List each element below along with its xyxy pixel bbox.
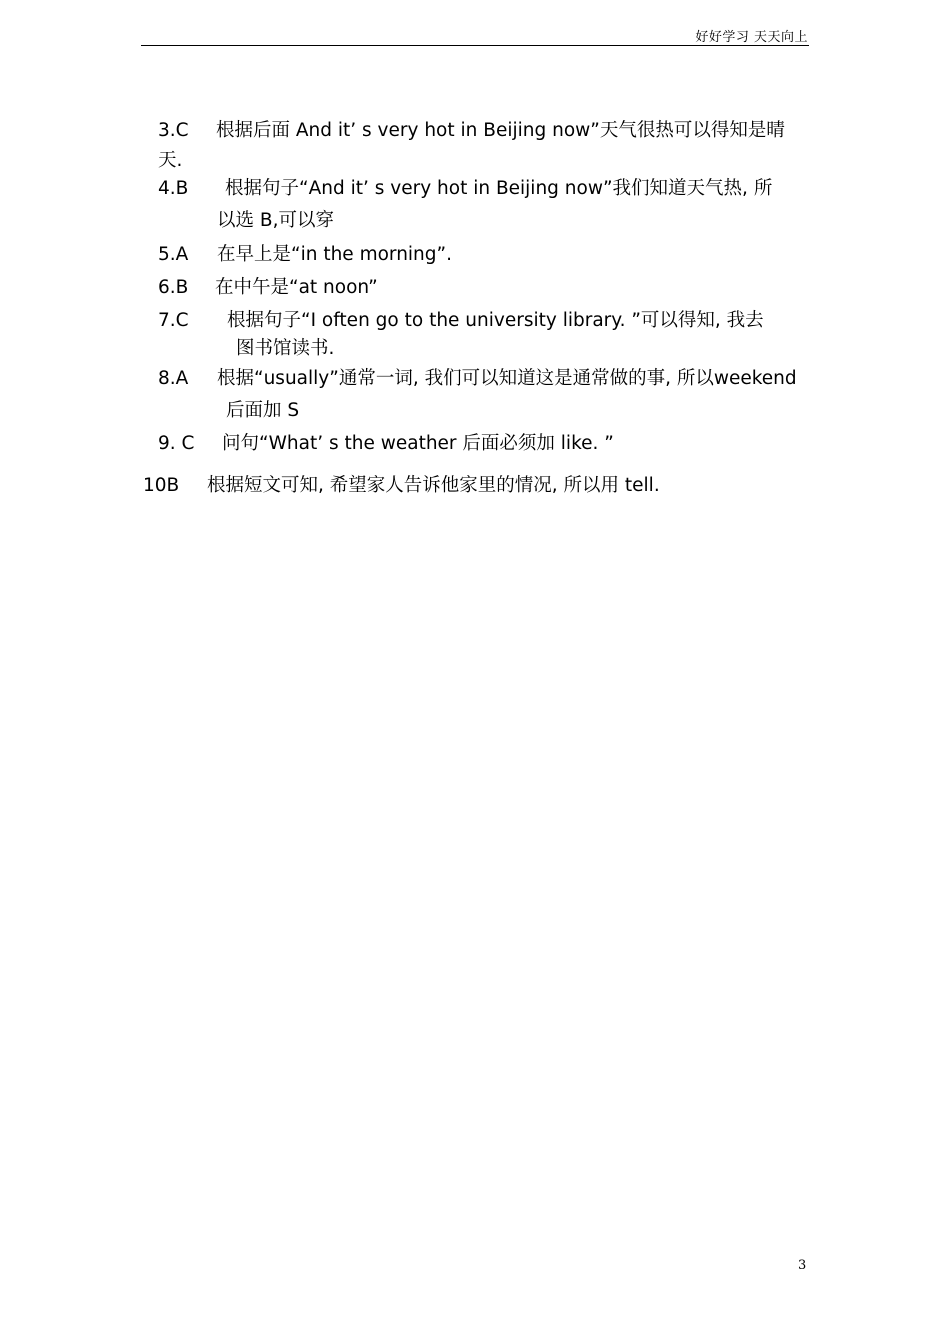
answer-explanation: 根据句子“I often go to the university library. ”可以得知, 我去 <box>227 310 764 331</box>
answer-explanation: 在早上是“in the morning”. <box>217 244 452 265</box>
answer-explanation: 根据“usually”通常一词, 我们可以知道这是通常做的事, 所以weekend <box>217 368 797 389</box>
answer-explanation-continued: 以选 B,可以穿 <box>217 210 334 231</box>
answer-explanation: 问句“What’ s the weather 后面必须加 like. ” <box>222 433 614 454</box>
answer-key <box>0 0 950 600</box>
answer-explanation: 在中午是“at noon” <box>215 277 378 298</box>
answer-explanation: 根据短文可知, 希望家人告诉他家里的情况, 所以用 tell. <box>207 475 660 496</box>
answer-explanation-continued: 后面加 S <box>226 400 300 421</box>
answer-label: 9. C <box>158 433 195 454</box>
answer-label: 4.B <box>158 178 189 199</box>
answer-label: 6.B <box>158 277 189 298</box>
answer-explanation-continued: 天. <box>158 150 183 171</box>
page-number: 3 <box>798 1258 807 1273</box>
answer-label: 10B <box>143 475 180 496</box>
answer-explanation-continued: 图书馆读书. <box>236 338 335 359</box>
answer-label: 3.C <box>158 120 189 141</box>
answer-explanation: 根据后面 And it’ s very hot in Beijing now”天气很热可以得知是晴 <box>216 120 785 141</box>
header-motto: 好好学习 天天向上 <box>695 30 808 45</box>
answer-label: 5.A <box>158 244 189 265</box>
answer-label: 7.C <box>158 310 189 331</box>
answer-label: 8.A <box>158 368 189 389</box>
answer-explanation: 根据句子“And it’ s very hot in Beijing now”我们知道天气热, 所 <box>225 178 773 199</box>
